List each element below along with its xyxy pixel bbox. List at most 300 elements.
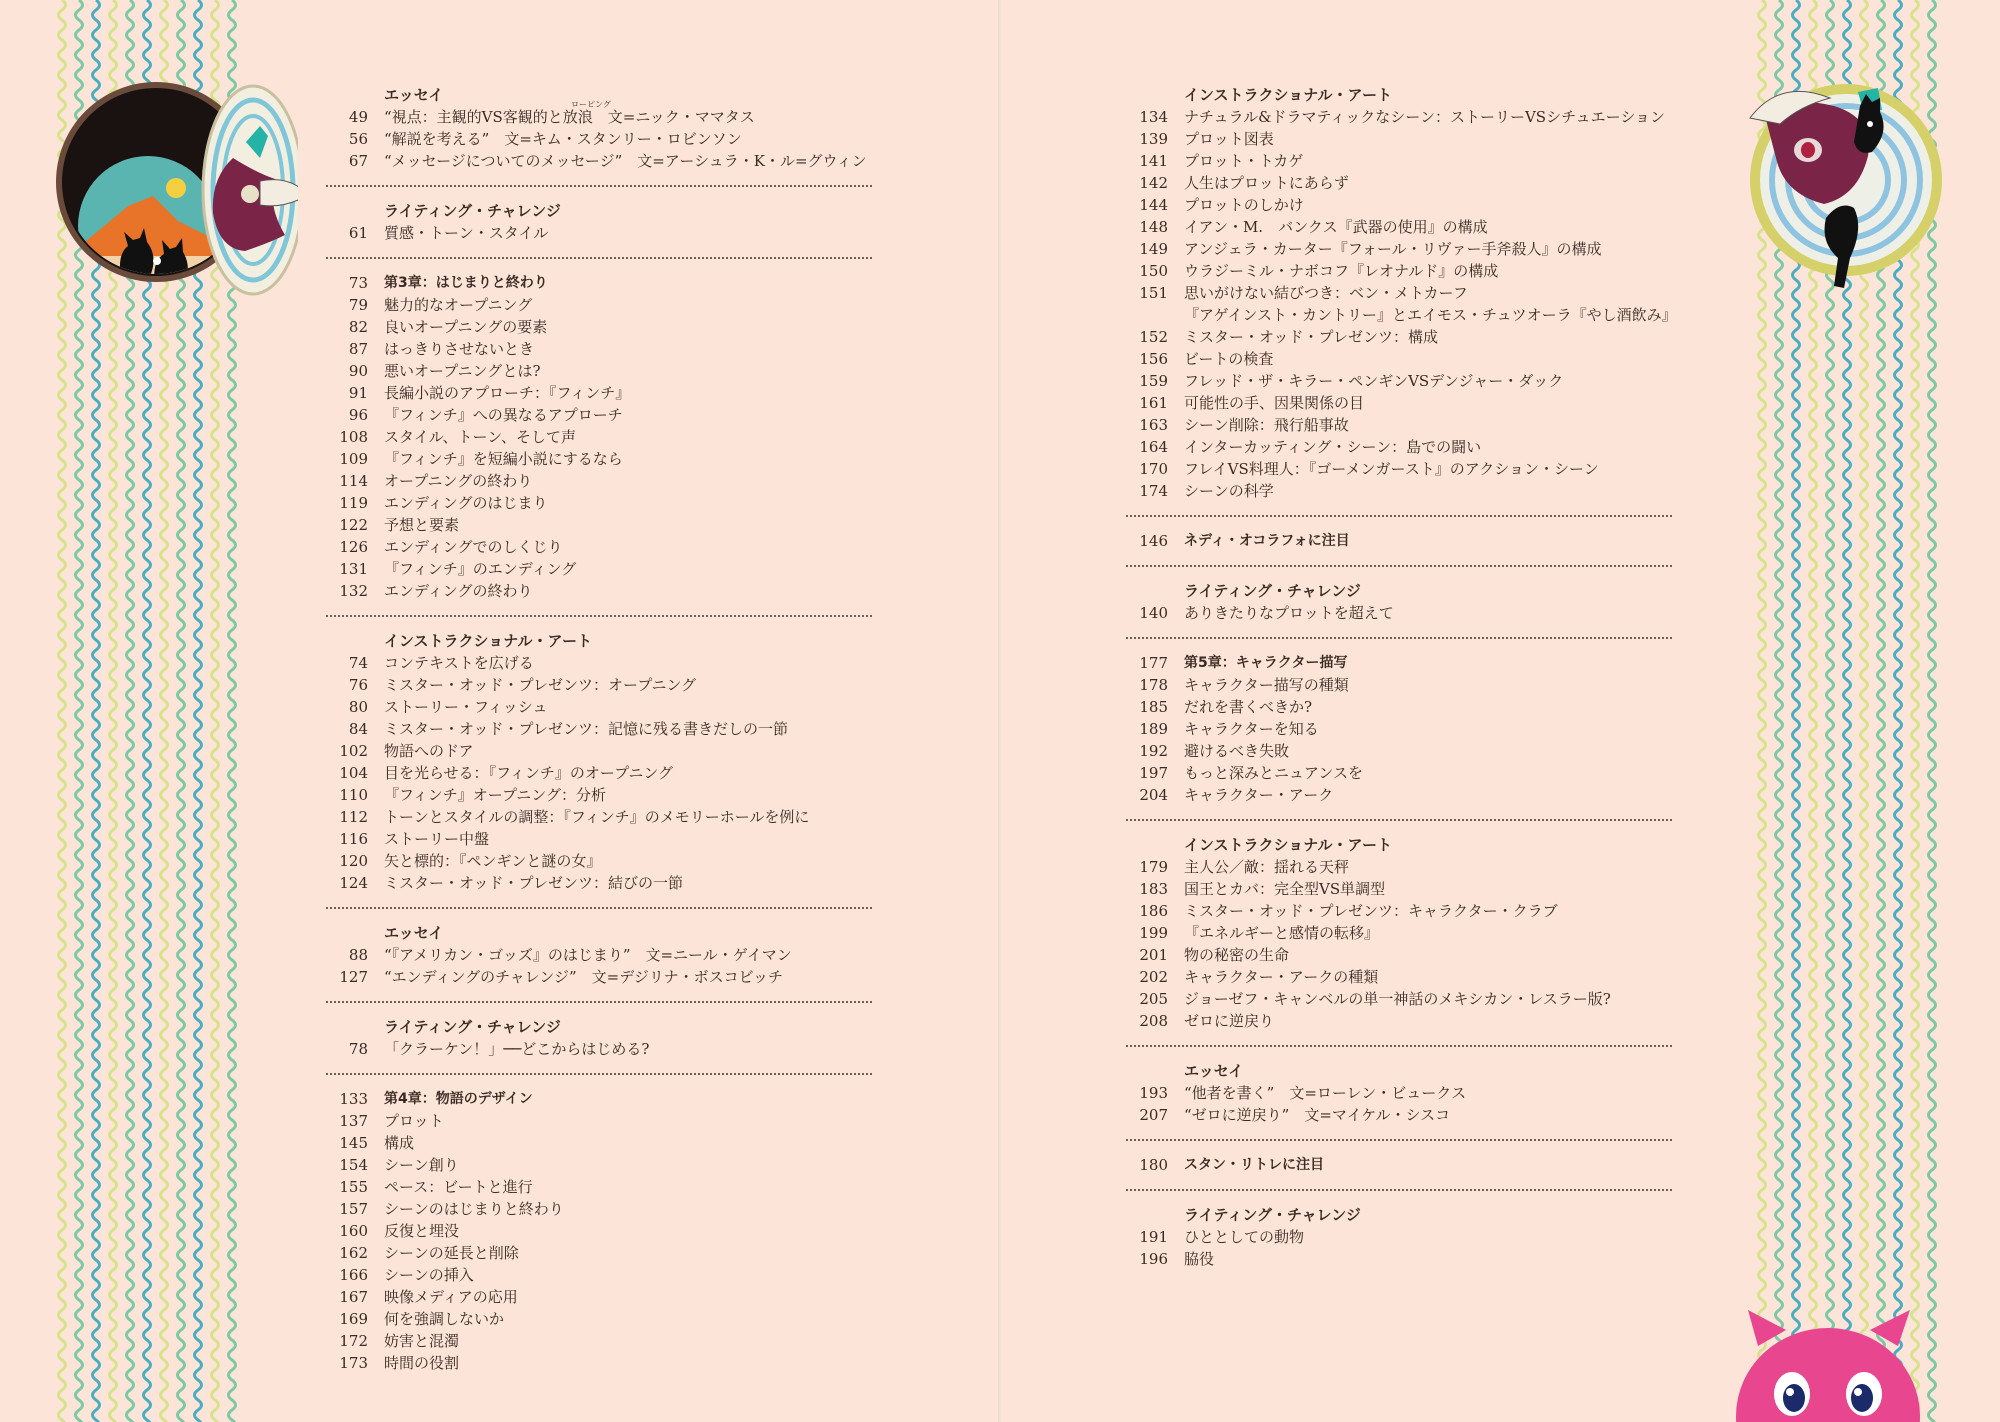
- page-number: 162: [339, 1244, 368, 1262]
- page-number: 132: [339, 582, 368, 600]
- page-number: 169: [339, 1310, 368, 1328]
- toc-group: [326, 200, 872, 244]
- toc-left-column: [326, 84, 872, 1374]
- page-number: 192: [1139, 742, 1168, 760]
- page-number: 164: [1139, 438, 1168, 456]
- toc-group: [326, 1016, 872, 1060]
- entry-title: フレッド・ザ・キラー・ペンギンVSデンジャー・ダック: [1184, 372, 1564, 390]
- page-number: 126: [339, 538, 368, 556]
- page-number: 116: [339, 830, 368, 848]
- toc-entry: [326, 806, 872, 828]
- toc-group: [1126, 652, 1672, 806]
- page-number: 79: [348, 296, 368, 314]
- toc-entry: [326, 514, 872, 536]
- entry-title: 「クラーケン！」──どこからはじめる?: [384, 1040, 650, 1058]
- page-number: 167: [339, 1288, 368, 1306]
- section-heading: インストラクショナル・アート: [1184, 86, 1393, 104]
- entry-title: 『エネルギーと感情の転移』: [1184, 924, 1380, 942]
- toc-group: [1126, 530, 1672, 552]
- page-number: 204: [1139, 786, 1168, 804]
- toc-entry: [1126, 944, 1672, 966]
- entry-title: ウラジーミル・ナボコフ『レオナルド』の構成: [1184, 262, 1499, 280]
- entry-title: 魅力的なオープニング: [384, 296, 533, 314]
- toc-entry: [326, 966, 872, 988]
- toc-entry: [326, 580, 872, 602]
- page-number: 114: [339, 472, 368, 490]
- toc-entry: [326, 1176, 872, 1198]
- page-number: 109: [339, 450, 368, 468]
- entry-title: ひととしての動物: [1184, 1228, 1305, 1246]
- page-number: 144: [1139, 196, 1168, 214]
- toc-entry: [1126, 740, 1672, 762]
- entry-title: シーン削除：飛行船事故: [1184, 416, 1349, 434]
- toc-group: [326, 630, 872, 894]
- entry-title: エンディングの終わり: [384, 582, 533, 600]
- entry-title: 物語へのドア: [384, 742, 474, 760]
- page-number: 91: [348, 384, 368, 402]
- page-number: 102: [339, 742, 368, 760]
- entry-title: だれを書くべきか?: [1184, 698, 1313, 716]
- page-number: 156: [1139, 350, 1168, 368]
- toc-entry: [1126, 260, 1672, 282]
- toc-entry: [326, 1154, 872, 1176]
- toc-group: [326, 84, 872, 172]
- toc-entry: [326, 696, 872, 718]
- entry-title: ミスター・オッド・プレゼンツ：キャラクター・クラブ: [1184, 902, 1558, 920]
- entry-title: 主人公／敵：揺れる天秤: [1184, 858, 1350, 876]
- desert-cats-illustration: [28, 56, 298, 316]
- entry-title: トーンとスタイルの調整：『フィンチ』のメモリーホールを例に: [384, 808, 810, 826]
- page-number: 150: [1139, 262, 1168, 280]
- page-number: 191: [1139, 1228, 1168, 1246]
- toc-entry: [326, 828, 872, 850]
- dotted-separator: [1126, 1139, 1672, 1141]
- entry-title: もっと深みとニュアンスを: [1184, 764, 1363, 782]
- toc-entry: [1126, 128, 1672, 150]
- page-number: 163: [1139, 416, 1168, 434]
- page-number: 74: [348, 654, 368, 672]
- pig-face-illustration: [1728, 1306, 1928, 1422]
- entry-title: 第3章：はじまりと終わり: [384, 275, 548, 291]
- toc-right-column: [1126, 84, 1677, 1270]
- page-number: 80: [348, 698, 368, 716]
- entry-title: “ゼロに逆戻り” 文=マイケル・シスコ: [1184, 1106, 1451, 1124]
- entry-title-continuation: 『アゲインスト・カントリー』とエイモス・チュツオーラ『やし酒飲み』: [1184, 306, 1677, 324]
- chapter-entry: [1126, 652, 1672, 674]
- section-heading: ライティング・チャレンジ: [1184, 1206, 1361, 1224]
- page-number: 160: [339, 1222, 368, 1240]
- toc-entry: [326, 1330, 872, 1352]
- toc-entry: [1126, 784, 1672, 806]
- toc-entry: [1126, 1104, 1672, 1126]
- page-number: 174: [1139, 482, 1168, 500]
- toc-entry: [326, 1198, 872, 1220]
- dotted-separator: [326, 257, 872, 259]
- entry-title: 妨害と混濁: [384, 1332, 460, 1350]
- page-number: 73: [348, 274, 368, 292]
- page-number: 199: [1139, 924, 1168, 942]
- page-number: 179: [1139, 858, 1168, 876]
- page-number: 76: [348, 676, 368, 694]
- page-number: 177: [1139, 654, 1168, 672]
- entry-title: ビートの検査: [1184, 350, 1274, 368]
- page-number: 96: [348, 406, 368, 424]
- toc-group: [1126, 580, 1672, 624]
- page-number: 122: [339, 516, 368, 534]
- entry-title: 長編小説のアプローチ：『フィンチ』: [384, 384, 631, 402]
- page-number: 87: [348, 340, 368, 358]
- page-number: 152: [1139, 328, 1168, 346]
- page-number: 141: [1139, 152, 1168, 170]
- page-number: 119: [339, 494, 368, 512]
- entry-title: イアン・M. バンクス『武器の使用』の構成: [1184, 218, 1488, 236]
- book-gutter: [998, 0, 1002, 1422]
- page-number: 196: [1139, 1250, 1168, 1268]
- entry-title: 物の秘密の生命: [1184, 946, 1290, 964]
- section-heading: ライティング・チャレンジ: [384, 202, 561, 220]
- chapter-entry: [326, 1088, 872, 1110]
- toc-entry: [1126, 106, 1672, 128]
- dotted-separator: [1126, 819, 1672, 821]
- entry-title: “解説を考える” 文=キム・スタンリー・ロビンソン: [384, 130, 742, 148]
- page-number: 157: [339, 1200, 368, 1218]
- page-number: 193: [1139, 1084, 1168, 1102]
- toc-entry: [1126, 458, 1672, 480]
- toc-group: [326, 922, 872, 988]
- toc-entry: [326, 1286, 872, 1308]
- dotted-separator: [326, 1073, 872, 1075]
- section-heading: エッセイ: [1184, 1062, 1244, 1080]
- page-number: 205: [1139, 990, 1168, 1008]
- entry-title: 矢と標的：『ペンギンと謎の女』: [384, 852, 602, 870]
- toc-entry: [326, 316, 872, 338]
- entry-title: ジョーゼフ・キャンベルの単一神話のメキシカン・レスラー版?: [1184, 990, 1611, 1008]
- page-number: 140: [1139, 604, 1168, 622]
- page-number: 67: [348, 152, 368, 170]
- page-number: 120: [339, 852, 368, 870]
- entry-title: 脇役: [1184, 1250, 1215, 1268]
- entry-title: エンディングのはじまり: [384, 494, 548, 512]
- toc-entry: [326, 740, 872, 762]
- entry-title: 『フィンチ』のエンディング: [384, 560, 577, 578]
- toc-entry: [1126, 238, 1672, 260]
- toc-entry: [326, 652, 872, 674]
- page-number: 104: [339, 764, 368, 782]
- dotted-separator: [326, 615, 872, 617]
- page-number: 124: [339, 874, 368, 892]
- toc-entry: [326, 448, 872, 470]
- page-number: 189: [1139, 720, 1168, 738]
- entry-title: 映像メディアの応用: [384, 1288, 518, 1306]
- dotted-separator: [326, 1001, 872, 1003]
- page-number: 161: [1139, 394, 1168, 412]
- entry-title: ペース：ビートと進行: [384, 1178, 533, 1196]
- entry-title: アンジェラ・カーター『フォール・リヴァー手斧殺人』の構成: [1184, 240, 1602, 258]
- toc-entry: [326, 536, 872, 558]
- page-number: 178: [1139, 676, 1168, 694]
- toc-group: [326, 1088, 872, 1374]
- entry-title: ありきたりなプロットを超えて: [1184, 604, 1394, 622]
- entry-title: “他者を書く” 文=ローレン・ビュークス: [1184, 1084, 1467, 1102]
- toc-entry: [1126, 878, 1672, 900]
- page-number: 170: [1139, 460, 1168, 478]
- page-number: 149: [1139, 240, 1168, 258]
- entry-title: 反復と埋没: [384, 1222, 460, 1240]
- entry-title: スタン・リトレに注目: [1184, 1157, 1324, 1173]
- entry-title: 構成: [384, 1134, 415, 1152]
- page-number: 185: [1139, 698, 1168, 716]
- entry-title: 『フィンチ』を短編小説にするなら: [384, 450, 623, 468]
- page-number: 202: [1139, 968, 1168, 986]
- entry-title: ナチュラル&ドラマティックなシーン：ストーリーVSシチュエーション: [1184, 108, 1666, 126]
- toc-entry: [326, 1242, 872, 1264]
- section-heading: ライティング・チャレンジ: [384, 1018, 561, 1036]
- section-heading: インストラクショナル・アート: [384, 632, 593, 650]
- dotted-separator: [326, 185, 872, 187]
- page-number: 148: [1139, 218, 1168, 236]
- entry-title: ネディ・オコラフォに注目: [1184, 533, 1350, 549]
- toc-entry: [326, 128, 872, 150]
- dotted-separator: [326, 907, 872, 909]
- toc-entry: [326, 1220, 872, 1242]
- toc-entry: [326, 492, 872, 514]
- page-number: 151: [1139, 284, 1168, 302]
- toc-entry: [1126, 216, 1672, 238]
- toc-entry: [326, 1132, 872, 1154]
- entry-title: 『フィンチ』オープニング：分析: [384, 786, 607, 804]
- toc-entry: [1126, 1082, 1672, 1104]
- page-number: 78: [348, 1040, 368, 1058]
- entry-title: キャラクター・アーク: [1184, 786, 1334, 804]
- entry-title: 悪いオープニングとは?: [384, 362, 541, 380]
- toc-entry: [1126, 718, 1672, 740]
- dotted-separator: [1126, 637, 1672, 639]
- chapter-entry: [1126, 1154, 1672, 1176]
- toc-entry: [1126, 966, 1672, 988]
- entry-title: 第5章：キャラクター描写: [1184, 655, 1348, 671]
- page-number: 137: [339, 1112, 368, 1130]
- entry-title: プロットのしかけ: [1184, 196, 1304, 214]
- entry-title: コンテキストを広げる: [384, 654, 534, 672]
- entry-title: 人生はプロットにあらず: [1184, 174, 1349, 192]
- entry-title: はっきりさせないとき: [384, 340, 535, 358]
- chapter-entry: [326, 272, 872, 294]
- toc-entry: [1126, 900, 1672, 922]
- entry-title: ストーリー・フィッシュ: [384, 698, 548, 716]
- page-number: 134: [1139, 108, 1168, 126]
- toc-entry: [1126, 326, 1672, 348]
- page-number: 166: [339, 1266, 368, 1284]
- toc-entry: [1126, 282, 1672, 304]
- ruby-annotation: ローピング: [571, 100, 611, 109]
- toc-entry: [1126, 856, 1672, 878]
- entry-title: “視点：主観的VS客観的と放浪 文=ニック・ママタス: [384, 108, 755, 126]
- section-heading: エッセイ: [384, 86, 444, 104]
- page-number: 186: [1139, 902, 1168, 920]
- toc-entry: [326, 426, 872, 448]
- page-number: 61: [348, 224, 368, 242]
- toc-entry: [326, 106, 872, 128]
- page-number: 197: [1139, 764, 1168, 782]
- entry-title: “エンディングのチャレンジ” 文=デジリナ・ボスコビッチ: [384, 968, 784, 986]
- toc-entry: [326, 674, 872, 696]
- toc-entry: [326, 1264, 872, 1286]
- toc-entry: [1126, 602, 1672, 624]
- toc-group: [1126, 84, 1677, 502]
- toc-entry: [326, 382, 872, 404]
- page-number: 90: [348, 362, 368, 380]
- entry-title: プロット: [384, 1112, 444, 1130]
- toc-entry: [326, 360, 872, 382]
- entry-title: シーンの科学: [1184, 482, 1274, 500]
- toc-entry: [326, 872, 872, 894]
- dotted-separator: [1126, 1189, 1672, 1191]
- page-number: 142: [1139, 174, 1168, 192]
- page-number: 180: [1139, 1156, 1168, 1174]
- entry-title: 何を強調しないか: [384, 1310, 505, 1328]
- page-number: 146: [1139, 532, 1168, 550]
- toc-entry: [326, 1110, 872, 1132]
- toc-entry: [1126, 762, 1672, 784]
- toc-entry: [1126, 1226, 1672, 1248]
- toc-entry: [1126, 922, 1672, 944]
- entry-title: 予想と要素: [384, 516, 460, 534]
- toc-entry: [326, 784, 872, 806]
- page-number: 145: [339, 1134, 368, 1152]
- entry-title: スタイル、トーン、そして声: [384, 428, 577, 446]
- entry-title: シーンのはじまりと終わり: [384, 1200, 564, 1218]
- page-number: 110: [339, 786, 368, 804]
- toc-entry: [326, 338, 872, 360]
- entry-title: “メッセージについてのメッセージ” 文=アーシュラ・K・ル=グウィン: [384, 152, 867, 170]
- page-number: 172: [339, 1332, 368, 1350]
- toc-entry: [1126, 674, 1672, 696]
- page-number: 108: [339, 428, 368, 446]
- section-heading: ライティング・チャレンジ: [1184, 582, 1361, 600]
- entry-title: シーンの延長と削除: [384, 1244, 519, 1262]
- toc-group: [326, 272, 872, 602]
- entry-title: 可能性の手、因果関係の目: [1184, 394, 1365, 412]
- page-number: 208: [1139, 1012, 1168, 1030]
- entry-title: プロット・トカゲ: [1184, 152, 1304, 170]
- entry-title: プロット図表: [1184, 130, 1274, 148]
- entry-title: ミスター・オッド・プレゼンツ：記憶に残る書きだしの一節: [384, 720, 788, 738]
- entry-title: シーンの挿入: [384, 1266, 474, 1284]
- dotted-separator: [1126, 1045, 1672, 1047]
- page-number: 154: [339, 1156, 368, 1174]
- toc-group: [1126, 834, 1672, 1032]
- section-heading: インストラクショナル・アート: [1184, 836, 1393, 854]
- toc-entry: [1126, 392, 1672, 414]
- toc-entry: [326, 150, 872, 172]
- toc-entry: [326, 1308, 872, 1330]
- page-number: 88: [348, 946, 368, 964]
- entry-title: 第4章：物語のデザイン: [384, 1091, 533, 1107]
- toc-entry: [1126, 1010, 1672, 1032]
- page-number: 173: [339, 1354, 368, 1372]
- entry-title: 『フィンチ』への異なるアプローチ: [384, 406, 623, 424]
- entry-title: 目を光らせる：『フィンチ』のオープニング: [384, 764, 674, 782]
- entry-title: 質感・トーン・スタイル: [384, 224, 549, 242]
- entry-title: ミスター・オッド・プレゼンツ：オープニング: [384, 676, 697, 694]
- page-number: 49: [348, 108, 368, 126]
- page-number: 207: [1139, 1106, 1168, 1124]
- page-number: 155: [339, 1178, 368, 1196]
- page-number: 159: [1139, 372, 1168, 390]
- entry-title: オープニングの終わり: [384, 472, 533, 490]
- entry-title: インターカッティング・シーン：島での闘い: [1184, 438, 1482, 456]
- entry-title: 国王とカバ：完全型VS単調型: [1184, 880, 1386, 898]
- entry-title: “『アメリカン・ゴッズ』のはじまり” 文=ニール・ゲイマン: [384, 946, 792, 964]
- toc-entry: [1126, 172, 1672, 194]
- page-number: 183: [1139, 880, 1168, 898]
- toc-entry: [1126, 436, 1672, 458]
- toc-group: [1126, 1060, 1672, 1126]
- page-number: 133: [339, 1090, 368, 1108]
- entry-title: シーン創り: [384, 1156, 459, 1174]
- toc-group: [1126, 1154, 1672, 1176]
- toc-entry: [1126, 480, 1672, 502]
- toc-entry: [1126, 1248, 1672, 1270]
- page-number: 56: [348, 130, 368, 148]
- toc-entry: [1126, 988, 1672, 1010]
- toc-entry: [1126, 414, 1672, 436]
- entry-title: 時間の役割: [384, 1354, 460, 1372]
- toc-entry: [326, 718, 872, 740]
- toc-group: [1126, 1204, 1672, 1270]
- toc-entry: [326, 850, 872, 872]
- dotted-separator: [1126, 515, 1672, 517]
- toc-entry: [1126, 150, 1672, 172]
- section-heading: エッセイ: [384, 924, 444, 942]
- entry-title: 良いオープニングの要素: [384, 318, 548, 336]
- page-number: 82: [348, 318, 368, 336]
- toc-entry: [1126, 194, 1672, 216]
- entry-title: 思いがけない結びつき：ベン・メトカーフ: [1184, 284, 1468, 302]
- toc-entry: [326, 404, 872, 426]
- toc-entry: [326, 294, 872, 316]
- entry-title: ストーリー中盤: [384, 830, 490, 848]
- chapter-entry: [1126, 530, 1672, 552]
- page-number: 127: [339, 968, 368, 986]
- toc-entry: [1126, 348, 1672, 370]
- toc-entry: [326, 944, 872, 966]
- entry-title: キャラクター描写の種類: [1184, 676, 1349, 694]
- entry-title: 避けるべき失敗: [1184, 742, 1290, 760]
- toc-entry: [326, 1352, 872, 1374]
- bird-with-cat-illustration: [1730, 62, 1960, 302]
- entry-title: ゼロに逆戻り: [1184, 1012, 1275, 1030]
- toc-entry: [326, 222, 872, 244]
- entry-title: エンディングでのしくじり: [384, 538, 563, 556]
- entry-title: ミスター・オッド・プレゼンツ：構成: [1184, 328, 1438, 346]
- toc-entry: [1126, 370, 1672, 392]
- entry-title: キャラクター・アークの種類: [1184, 968, 1379, 986]
- toc-entry: [326, 470, 872, 492]
- page-number: 131: [339, 560, 368, 578]
- toc-entry: [326, 1038, 872, 1060]
- toc-entry: [1126, 696, 1672, 718]
- page-number: 139: [1139, 130, 1168, 148]
- toc-entry: [326, 558, 872, 580]
- toc-entry: [326, 762, 872, 784]
- page-number: 84: [348, 720, 368, 738]
- dotted-separator: [1126, 565, 1672, 567]
- page-number: 201: [1139, 946, 1168, 964]
- entry-title: キャラクターを知る: [1184, 720, 1319, 738]
- entry-title: フレイVS料理人：『ゴーメンガースト』のアクション・シーン: [1184, 460, 1599, 478]
- page-number: 112: [339, 808, 368, 826]
